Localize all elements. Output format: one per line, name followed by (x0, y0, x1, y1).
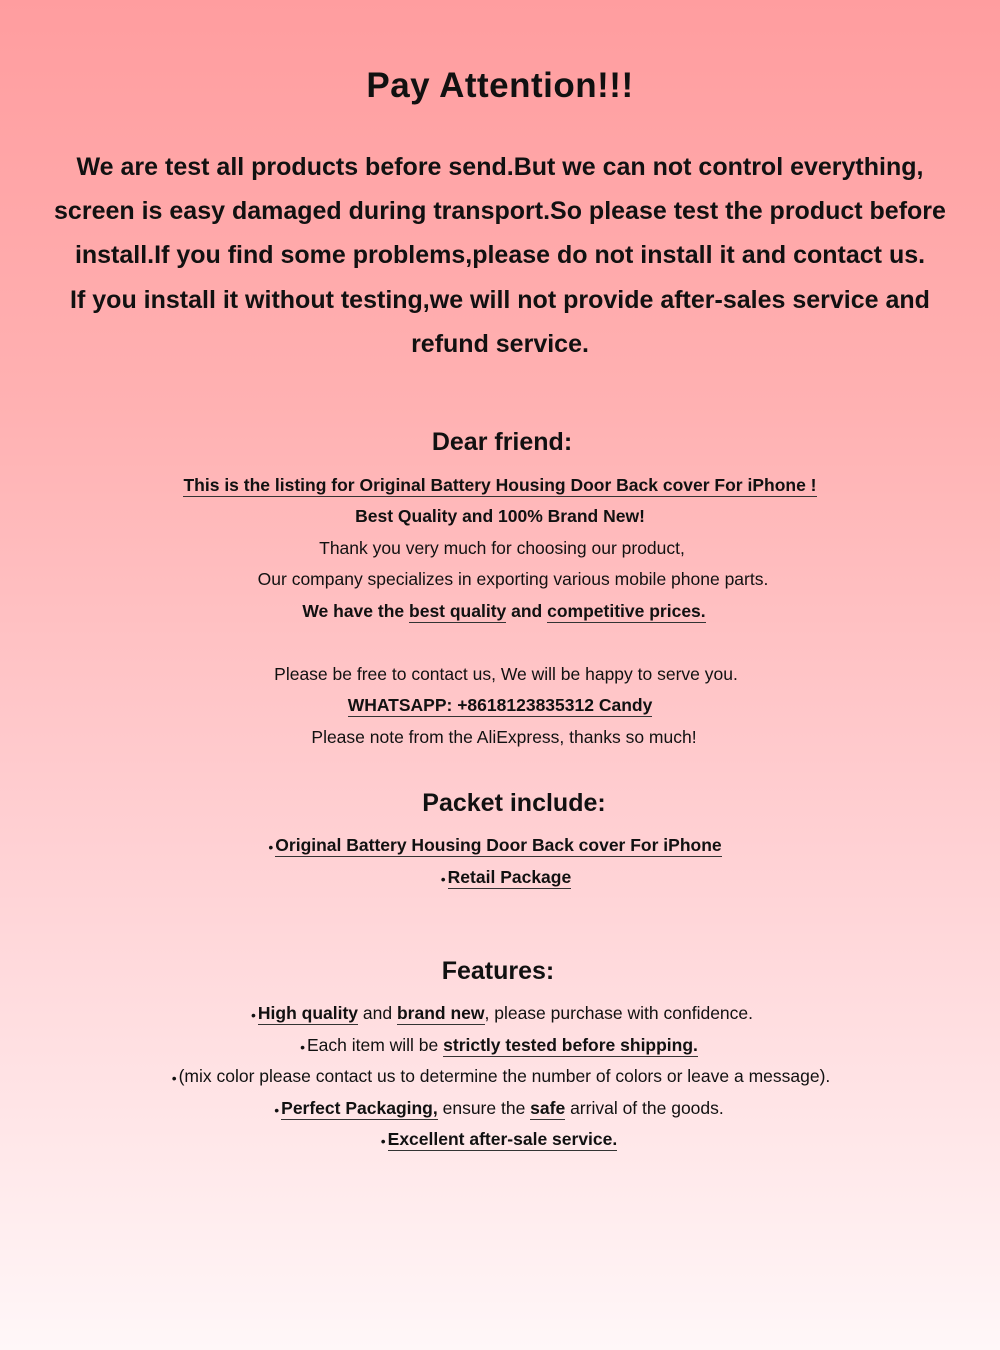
notice-line-2: screen is easy damaged during transport.So please test the product before (54, 197, 946, 226)
feature-text: ensure the (437, 1098, 531, 1118)
feature-text: and (358, 1003, 397, 1023)
note-line: Please note from the AliExpress, thanks so much! (311, 727, 697, 747)
competitive-prices-text: competitive prices. (547, 601, 706, 621)
feature-text: Each item will be (306, 1035, 444, 1055)
bullet-icon: • (380, 1133, 386, 1149)
whatsapp-contact: WHATSAPP: +8618123835312 Candy (347, 695, 653, 715)
bullet-icon: • (268, 839, 274, 855)
best-prefix: We have the (302, 601, 410, 621)
bullet-icon: • (251, 1007, 256, 1023)
notice-line-1: We are test all products before send.But we can not control everything, (76, 153, 924, 181)
feature-item (0, 1034, 1000, 1058)
feature-item (0, 1128, 1000, 1152)
feature-text: (mix color please contact us to determine the number of colors or leave a message). (178, 1066, 831, 1086)
bullet-icon: • (440, 871, 446, 887)
notice-line-5: refund service. (411, 329, 589, 358)
high-quality-text: High quality (257, 1003, 359, 1023)
best-quality-text: best quality (409, 601, 507, 621)
feature-text: , please purchase with confidence. (484, 1003, 753, 1023)
feature-text: arrival of the goods. (565, 1098, 724, 1118)
dear-friend-heading: Dear friend: (431, 428, 573, 456)
thanks-line: Thank you very much for choosing our product, (319, 538, 685, 558)
listing-text: This is the listing for Original Battery Housing Door Back cover For iPhone ! (183, 475, 817, 495)
bullet-icon: • (300, 1039, 305, 1055)
packet-item (0, 834, 1000, 858)
company-line: Our company specializes in exporting various mobile phone parts. (257, 569, 769, 589)
notice-line-3: install.If you find some problems,please do not install it and contact us. (74, 241, 926, 270)
bullet-icon: • (274, 1102, 280, 1118)
notice-line-4: If you install it without testing,we will not provide after-sales service and (70, 285, 930, 314)
quality-line: Best Quality and 100% Brand New! (355, 506, 645, 526)
packet-item-label: Original Battery Housing Door Back cover For iPhone (275, 835, 722, 855)
safe-text: safe (530, 1098, 566, 1118)
contact-line: Please be free to contact us, We will be happy to serve you. (274, 664, 738, 684)
feature-item (2, 1065, 1000, 1089)
page-title: Pay Attention!!! (366, 66, 634, 105)
perfect-packaging-text: Perfect Packaging, (281, 1098, 438, 1118)
features-heading: Features: (441, 957, 555, 985)
brand-new-text: brand new (396, 1003, 485, 1023)
strictly-tested-text: strictly tested before shipping. (443, 1035, 698, 1055)
packet-include-heading: Packet include: (422, 789, 606, 817)
shipping-notice (30, 145, 970, 366)
bullet-icon: • (171, 1070, 177, 1086)
after-sale-service-text: Excellent after-sale service. (387, 1129, 618, 1149)
whatsapp-line (0, 694, 1000, 716)
packet-item (12, 866, 1000, 890)
packet-item-label: Retail Package (447, 867, 572, 887)
best-and: and (506, 601, 548, 621)
feature-item (4, 1002, 1000, 1026)
feature-item (0, 1097, 1000, 1121)
listing-line (0, 474, 1000, 496)
best-quality-line (8, 600, 1000, 622)
